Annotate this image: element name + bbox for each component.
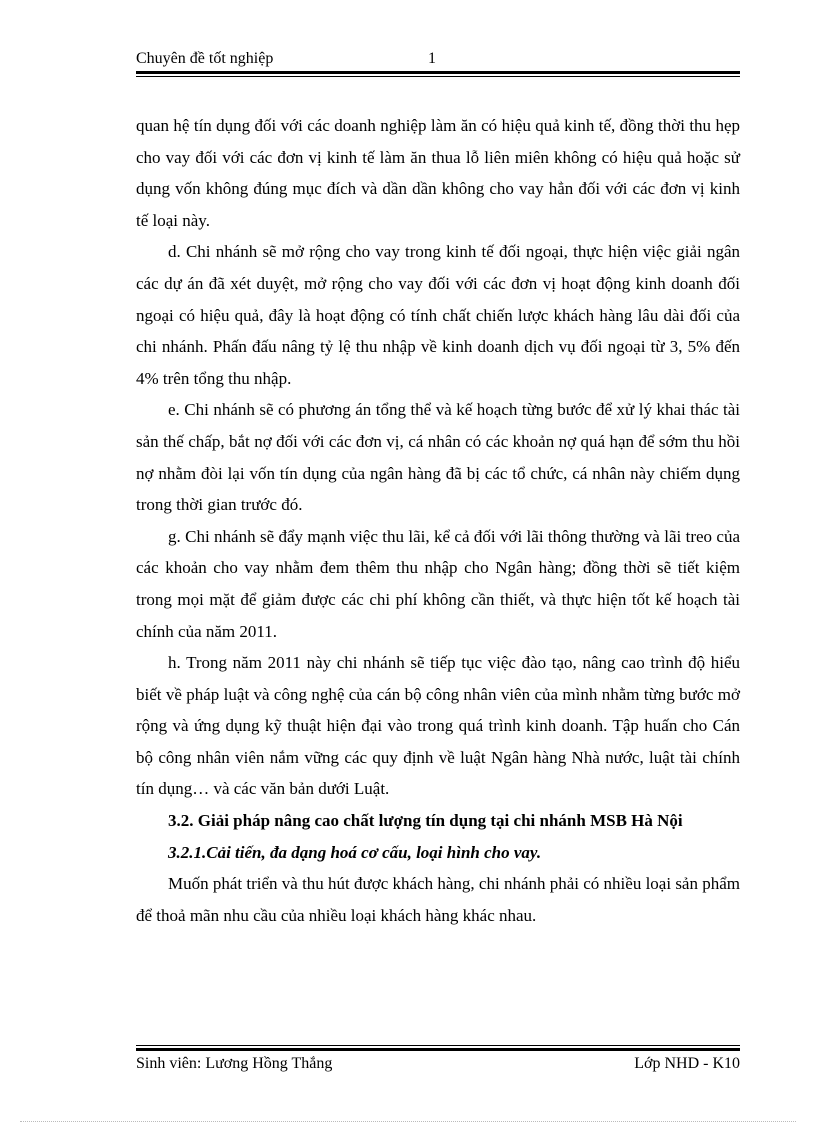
section-heading-3-2: 3.2. Giải pháp nâng cao chất lượng tín dụng tại chi nhánh MSB Hà Nội bbox=[168, 811, 683, 831]
paragraph: quan hệ tín dụng đối với các doanh nghiệp làm ăn có hiệu quả kinh tế, đồng thời thu hẹp cho vay đối với các đơn vị kinh tế làm ăn thua lỗ liên miên không có hiệu quả hoặc sử dụng vốn không đúng mục đích và dần dần không cho vay hẳn đối với các đơn vị kinh tế loại này. bbox=[136, 116, 740, 230]
page-number: 1 bbox=[428, 50, 436, 67]
footer-rule-thin bbox=[136, 1045, 740, 1046]
footer-rule-thick bbox=[136, 1048, 740, 1051]
paragraph-h: h. Trong năm 2011 này chi nhánh sẽ tiếp tục việc đào tạo, nâng cao trình độ hiểu biết về pháp luật và công nghệ của cán bộ công nhân viên của mình nhằm từng bước mở rộng và ứng dụng kỹ thuật hiện đại vào trong quá trình kinh doanh. Tập huấn cho Cán bộ công nhân viên nắm vững các quy định về luật Ngân hàng Nhà nước, luật tài chính tín dụng… và các văn bản dưới Luật. bbox=[136, 653, 740, 799]
page-edge-divider bbox=[20, 1121, 796, 1122]
footer-student: Sinh viên: Lương Hồng Thắng bbox=[136, 1055, 333, 1072]
paragraph-e: e. Chi nhánh sẽ có phương án tổng thể và kế hoạch từng bước để xử lý khai thác tài sản thế chấp, bắt nợ đối với các đơn vị, cá nhân có các khoản nợ quá hạn để sớm thu hồi nợ nhằm đòi lại vốn tín dụng của ngân hàng đã bị các tổ chức, cá nhân này chiếm dụng trong thời gian trước đó. bbox=[136, 400, 740, 515]
page-header bbox=[136, 50, 740, 70]
footer-class: Lớp NHD - K10 bbox=[634, 1055, 740, 1072]
paragraph: Muốn phát triển và thu hút được khách hàng, chi nhánh phải có nhiều loại sản phẩm để thoả mãn nhu cầu của nhiều loại khách hàng khác nhau. bbox=[136, 874, 740, 925]
header-title: Chuyên đề tốt nghiệp bbox=[136, 50, 274, 67]
header-rule-thick bbox=[136, 71, 740, 74]
header-rule-thin bbox=[136, 76, 740, 77]
paragraph-g: g. Chi nhánh sẽ đẩy mạnh việc thu lãi, kể cả đối với lãi thông thường và lãi treo của các khoản cho vay nhằm đem thêm thu nhập cho Ngân hàng; đồng thời sẽ tiết kiệm trong mọi mặt để giảm được các chi phí không cần thiết, và thực hiện tốt kế hoạch tài chính của năm 2011. bbox=[136, 526, 740, 641]
document-body bbox=[136, 110, 740, 931]
paragraph-d: d. Chi nhánh sẽ mở rộng cho vay trong kinh tế đối ngoại, thực hiện việc giải ngân các dự án đã xét duyệt, mở rộng cho vay đối với các đơn vị hoạt động kinh doanh đối ngoại có hiệu quả, đây là hoạt động có tính chất chiến lược khách hàng lâu dài đối của chi nhánh. Phấn đấu nâng tỷ lệ thu nhập về kinh doanh dịch vụ đối ngoại từ 3, 5% đến 4% trên tổng thu nhập. bbox=[136, 242, 740, 388]
subsection-heading-3-2-1: 3.2.1.Cải tiến, đa dạng hoá cơ cấu, loại hình cho vay. bbox=[168, 842, 542, 862]
